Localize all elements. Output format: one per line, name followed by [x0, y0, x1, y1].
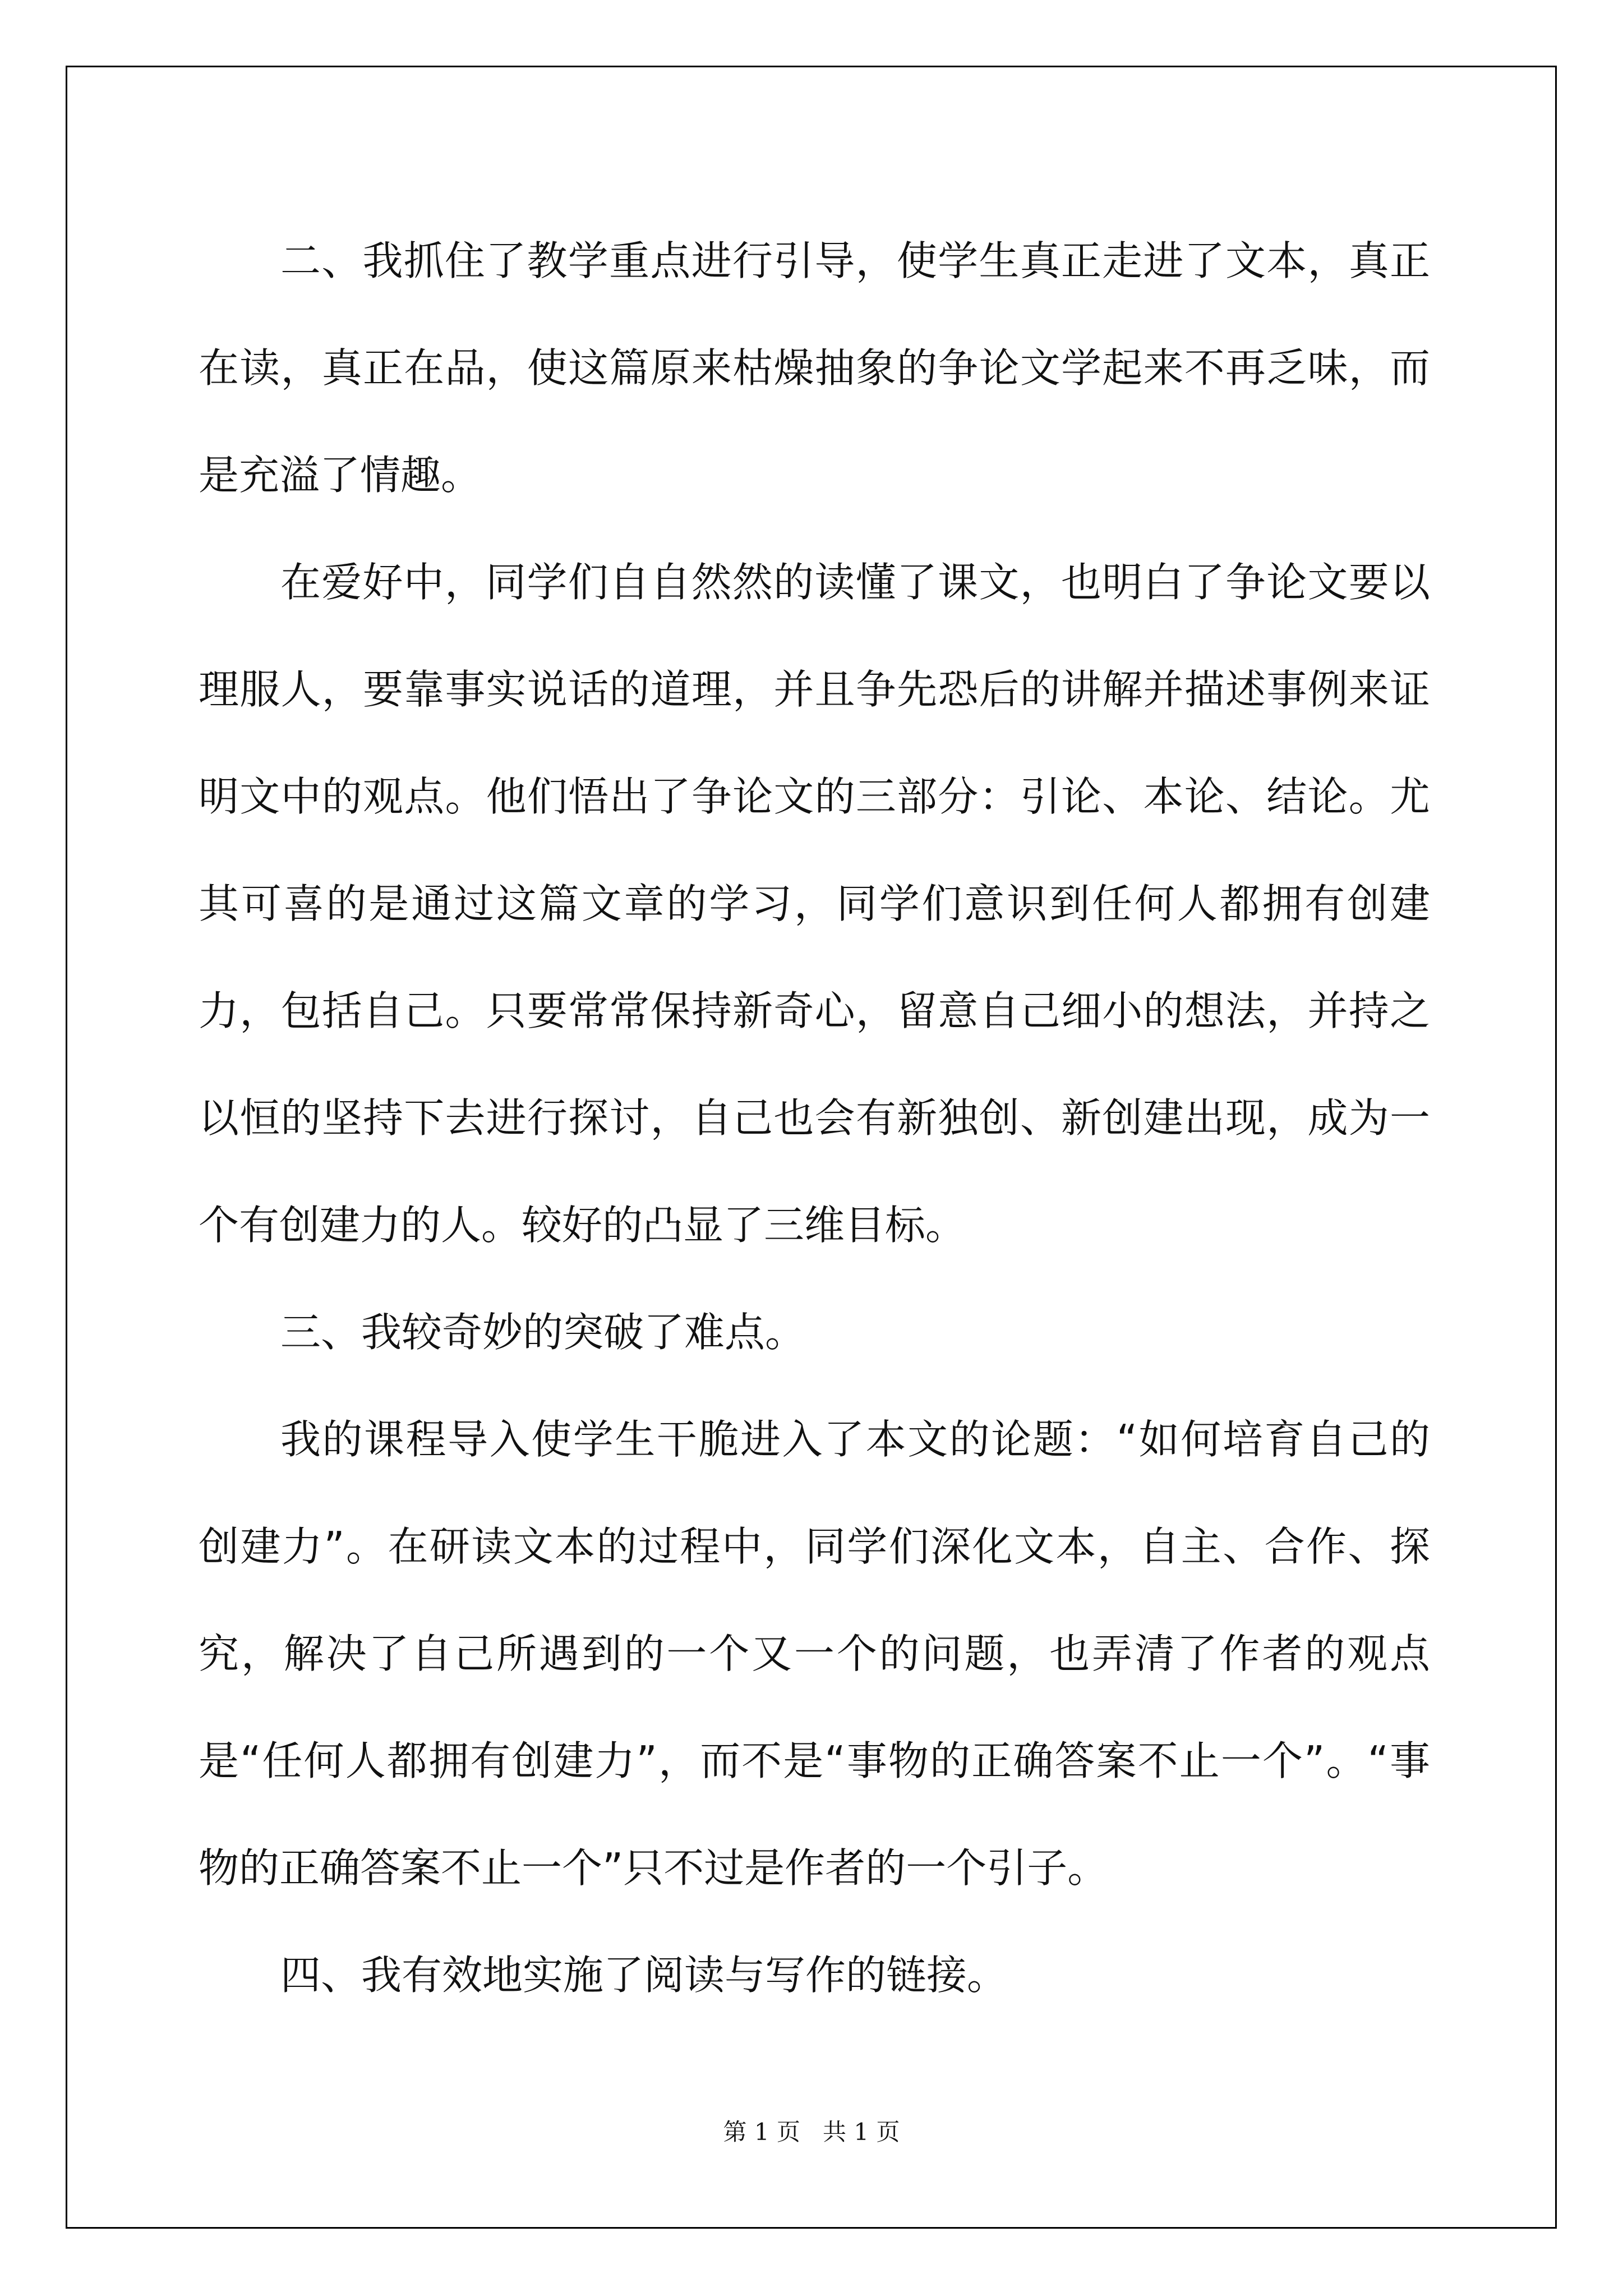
paragraph-interest: 在爱好中，同学们自自然然的读懂了课文，也明白了争论文要以理服人，要靠事实说话的道理，并且争先恐后的讲解并描述事例来证明文中的观点。他们悟出了争论文的三部分：引论、本论、结论。尤其可喜的是通过这篇文章的学习，同学们意识到任何人都拥有创建力，包括自己。只要常常保持新奇心，留意自己细小的想法，并持之以恒的坚持下去进行探讨，自己也会有新独创、新创建出现，成为一个有创建力的人。较好的凸显了三维目标。: [199, 559, 1430, 1249]
document-body: [199, 208, 1430, 2029]
paragraph-point-four: 四、我有效地实施了阅读与写作的链接。: [280, 1952, 1008, 1999]
paragraph-course-intro: 我的课程导入使学生干脆进入了本文的论题：“如何培育自己的创建力”。在研读文本的过程中，同学们深化文本，自主、合作、探究，解决了自己所遇到的一个又一个的问题，也弄清了作者的观点是“任何人都拥有创建力”，而不是“事物的正确答案不止一个”。“事物的正确答案不止一个”只不过是作者的一个引子。: [199, 1416, 1430, 1892]
paragraph-point-three: 三、我较奇妙的突破了难点。: [280, 1309, 806, 1356]
paragraph-point-two: 二、我抓住了教学重点进行引导，使学生真正走进了文本，真正在读，真正在品，使这篇原来枯燥抽象的争论文学起来不再乏味，而是充溢了情趣。: [199, 237, 1430, 499]
page-footer: 第 1 页 共 1 页: [723, 2118, 900, 2146]
